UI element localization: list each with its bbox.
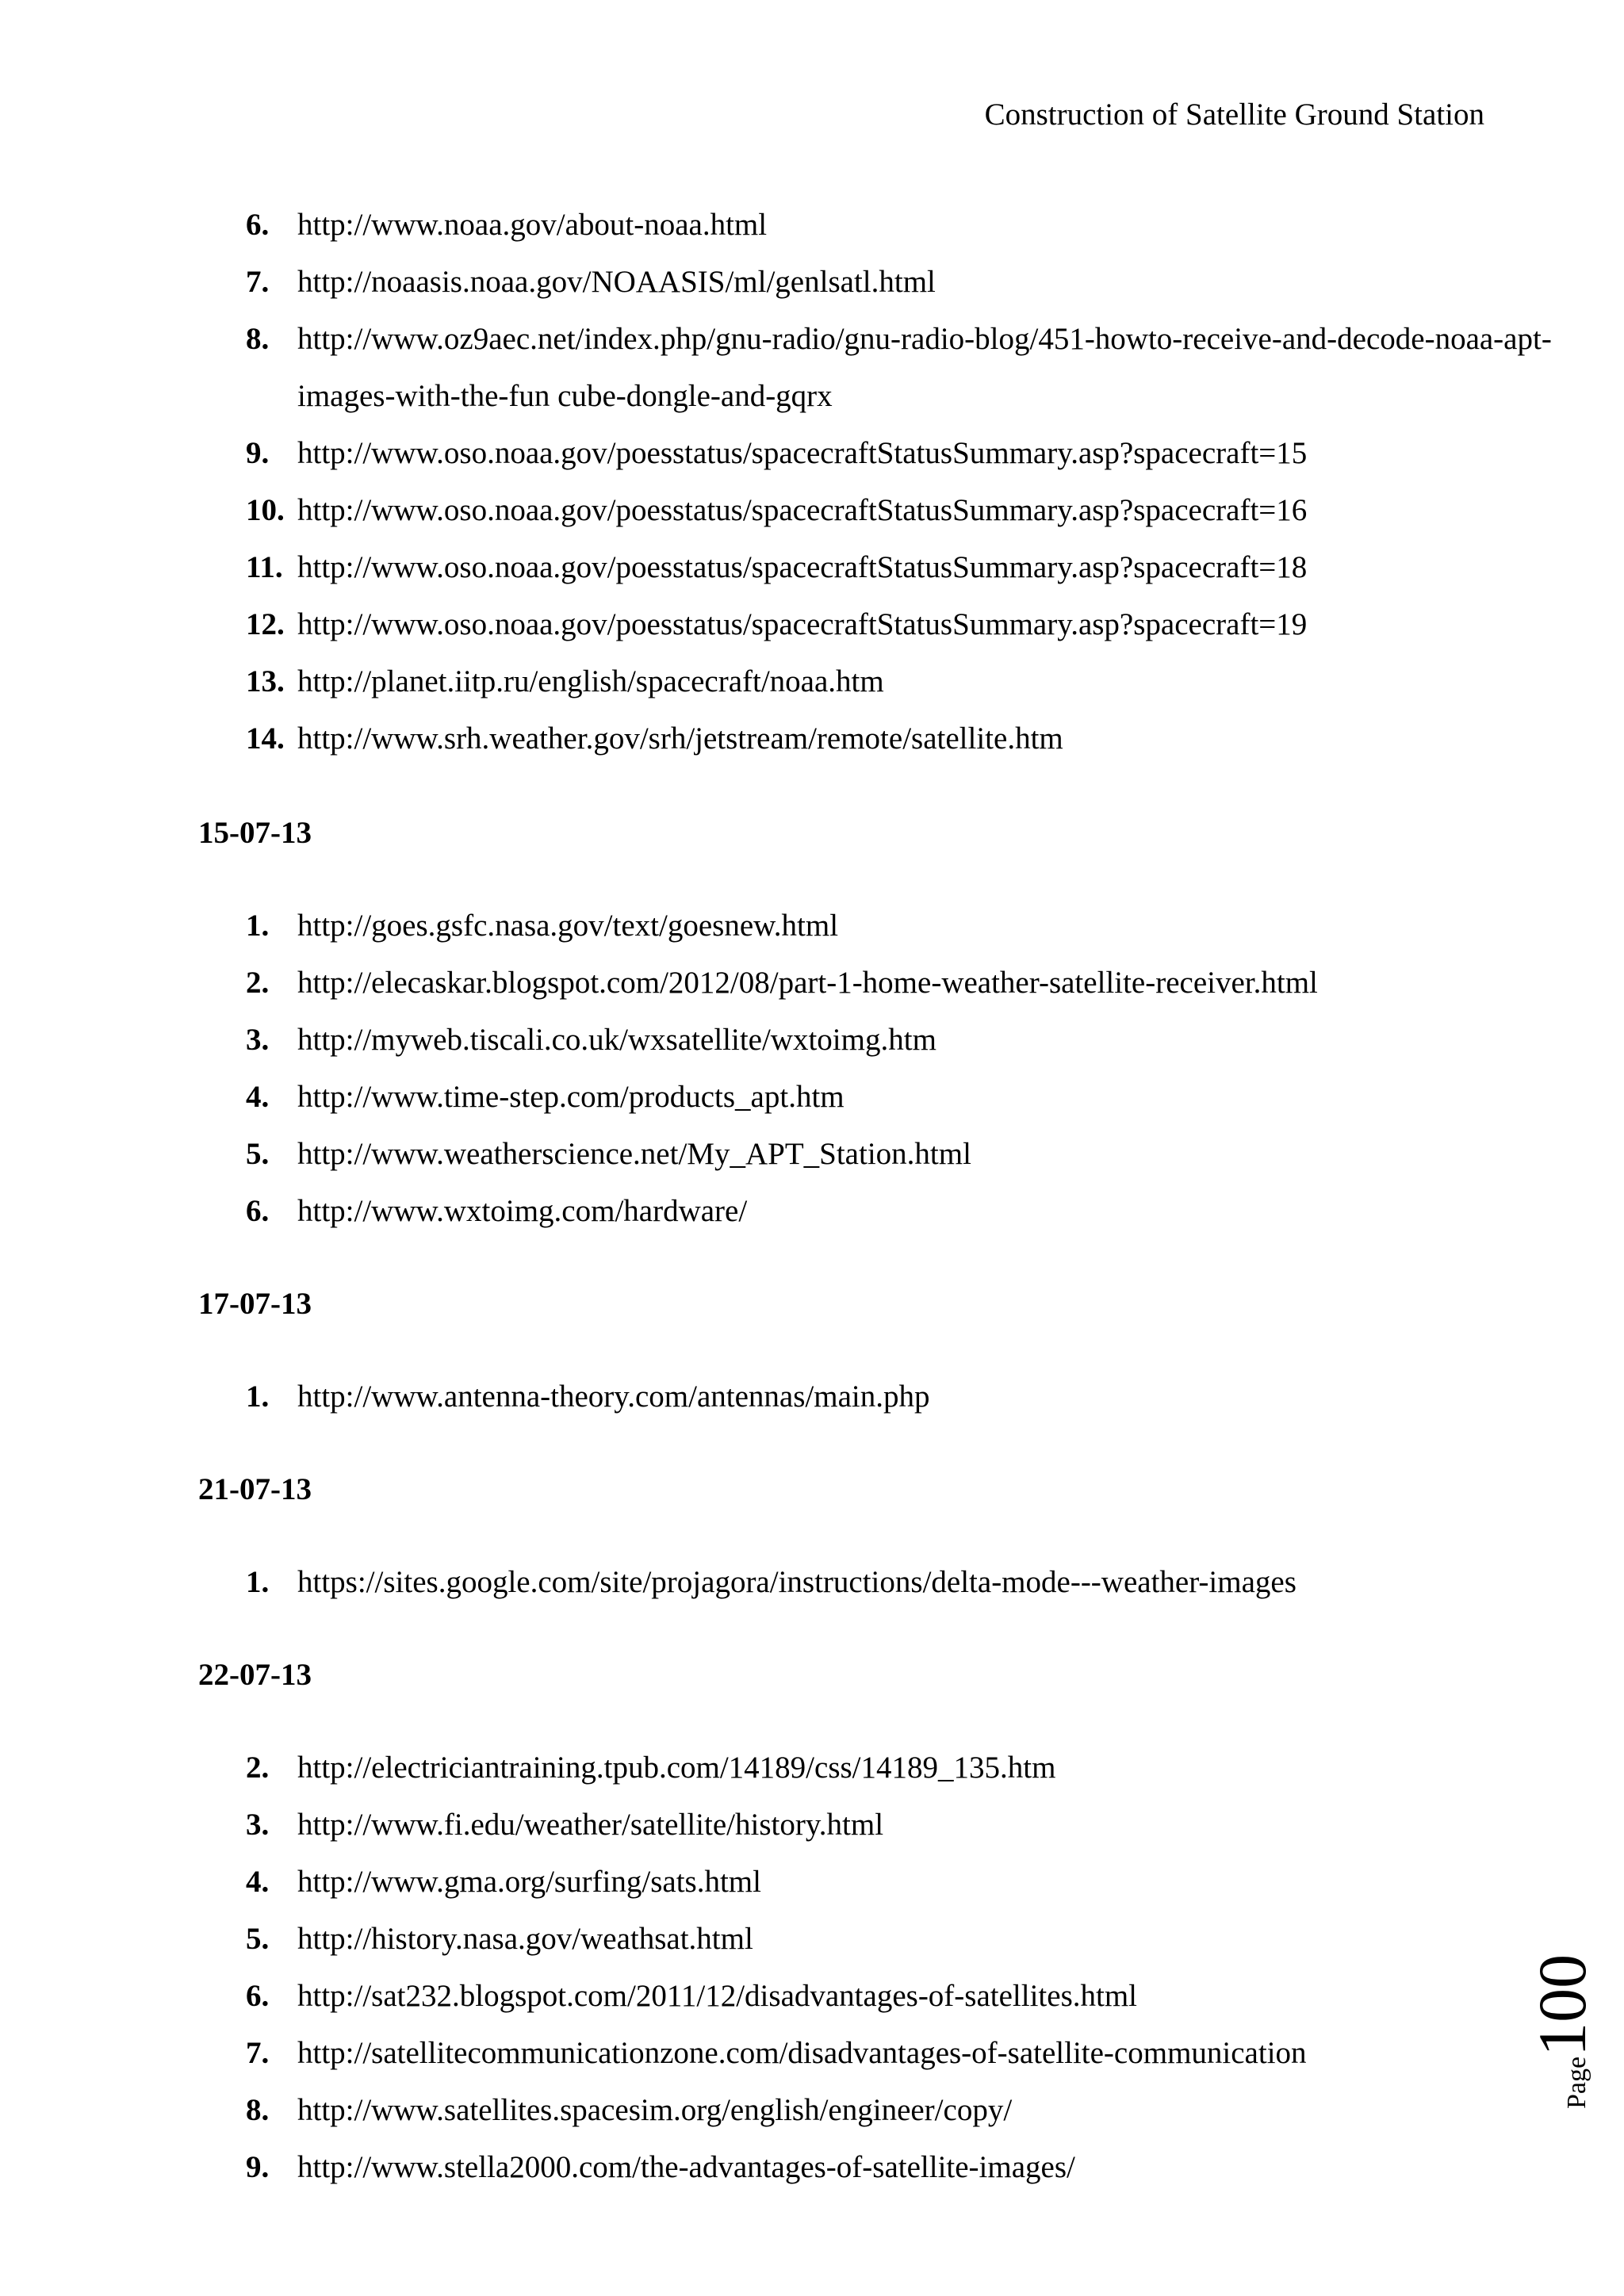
reference-link[interactable]: http://www.satellites.spacesim.org/english/engineer/copy/ (297, 2093, 1013, 2127)
item-number: 10. (246, 493, 285, 527)
item-number: 4. (246, 1865, 270, 1899)
item-number: 1. (246, 1380, 270, 1414)
item-number: 13. (246, 664, 285, 698)
reference-link[interactable]: http://satellitecommunicationzone.com/disadvantages-of-satellite-communication (297, 2036, 1307, 2070)
item-number: 8. (246, 322, 270, 356)
reference-link[interactable]: http://www.gma.org/surfing/sats.html (297, 1865, 761, 1899)
list-item (198, 311, 1614, 425)
page-number-value: 100 (1524, 1954, 1600, 2057)
date-heading: 17-07-13 (198, 1287, 312, 1321)
item-number: 9. (246, 436, 270, 470)
reference-link[interactable]: http://sat232.blogspot.com/2011/12/disadvantages-of-satellites.html (297, 1979, 1137, 2013)
list-item (198, 2139, 1483, 2196)
list-item (198, 2082, 1483, 2139)
list-item (198, 653, 1483, 710)
item-number: 4. (246, 1080, 270, 1114)
item-number: 5. (246, 1922, 270, 1956)
item-number: 14. (246, 721, 285, 756)
list-item (198, 1911, 1483, 1968)
reference-link[interactable]: http://www.oso.noaa.gov/poesstatus/spacecraftStatusSummary.asp?spacecraft=15 (297, 436, 1308, 470)
list-item (198, 2025, 1483, 2082)
date-heading: 22-07-13 (198, 1658, 312, 1692)
reference-link[interactable]: http://www.wxtoimg.com/hardware/ (297, 1194, 748, 1228)
reference-list-15-07-13 (198, 897, 1483, 1240)
item-number: 1. (246, 1565, 270, 1599)
reference-link[interactable]: http://planet.iitp.ru/english/spacecraft/noaa.htm (297, 664, 884, 698)
reference-link[interactable]: http://www.oso.noaa.gov/poesstatus/spacecraftStatusSummary.asp?spacecraft=16 (297, 493, 1308, 527)
item-number: 6. (246, 1979, 270, 2013)
list-item (198, 1968, 1483, 2025)
reference-content (198, 197, 1552, 2196)
reference-link[interactable]: http://www.oz9aec.net/index.php/gnu-radio/gnu-radio-blog/451-howto-receive-and-decode-noaa-apt-images-with-the-fun cube-dongle-and-gqrx (297, 322, 1552, 413)
list-item (198, 1368, 1483, 1425)
item-number: 6. (246, 1194, 270, 1228)
reference-list-17-07-13 (198, 1368, 1483, 1425)
page-number (1522, 1954, 1602, 2109)
reference-link[interactable]: http://www.fi.edu/weather/satellite/history.html (297, 1808, 884, 1842)
item-number: 3. (246, 1808, 270, 1842)
list-item (198, 1797, 1483, 1854)
list-item (198, 197, 1483, 254)
list-item (198, 254, 1483, 311)
date-heading: 21-07-13 (198, 1472, 312, 1506)
item-number: 12. (246, 607, 285, 641)
item-number: 2. (246, 1751, 270, 1785)
list-item (198, 1739, 1483, 1797)
list-item (198, 897, 1483, 955)
item-number: 7. (246, 2036, 270, 2070)
item-number: 2. (246, 966, 270, 1000)
reference-link[interactable]: http://history.nasa.gov/weathsat.html (297, 1922, 753, 1956)
list-item (198, 1126, 1483, 1183)
list-item (198, 1069, 1483, 1126)
reference-link[interactable]: http://www.weatherscience.net/My_APT_Station.html (297, 1137, 971, 1171)
reference-link[interactable]: http://electriciantraining.tpub.com/14189/css/14189_135.htm (297, 1751, 1056, 1785)
reference-link[interactable]: http://elecaskar.blogspot.com/2012/08/part-1-home-weather-satellite-receiver.html (297, 966, 1318, 1000)
list-item (198, 482, 1483, 539)
item-number: 1. (246, 909, 270, 943)
list-item (198, 539, 1483, 596)
item-number: 5. (246, 1137, 270, 1171)
reference-link[interactable]: https://sites.google.com/site/projagora/instructions/delta-mode---weather-images (297, 1565, 1297, 1599)
item-number: 11. (246, 550, 283, 584)
list-item (198, 425, 1483, 482)
reference-link[interactable]: http://www.time-step.com/products_apt.htm (297, 1080, 845, 1114)
item-number: 3. (246, 1023, 270, 1057)
reference-link[interactable]: http://www.oso.noaa.gov/poesstatus/spacecraftStatusSummary.asp?spacecraft=18 (297, 550, 1308, 584)
list-item (198, 1554, 1483, 1611)
item-number: 9. (246, 2150, 270, 2184)
list-item (198, 710, 1483, 767)
list-item (198, 1183, 1483, 1240)
item-number: 7. (246, 265, 270, 299)
list-item (198, 596, 1483, 653)
reference-list-22-07-13 (198, 1739, 1483, 2196)
item-number: 8. (246, 2093, 270, 2127)
reference-link[interactable]: http://myweb.tiscali.co.uk/wxsatellite/wxtoimg.htm (297, 1023, 936, 1057)
reference-list-continued (198, 197, 1552, 767)
list-item (198, 955, 1483, 1012)
reference-link[interactable]: http://www.noaa.gov/about-noaa.html (297, 208, 768, 242)
list-item (198, 1012, 1483, 1069)
page-label: Page (1562, 2056, 1591, 2109)
date-heading: 15-07-13 (198, 816, 312, 850)
reference-link[interactable]: http://www.oso.noaa.gov/poesstatus/spacecraftStatusSummary.asp?spacecraft=19 (297, 607, 1308, 641)
running-header: Construction of Satellite Ground Station (984, 98, 1484, 132)
list-item (198, 1854, 1483, 1911)
reference-link[interactable]: http://www.srh.weather.gov/srh/jetstream/remote/satellite.htm (297, 721, 1063, 756)
reference-link[interactable]: http://www.antenna-theory.com/antennas/main.php (297, 1380, 930, 1414)
reference-list-21-07-13 (198, 1554, 1483, 1611)
reference-link[interactable]: http://www.stella2000.com/the-advantages-of-satellite-images/ (297, 2150, 1075, 2184)
item-number: 6. (246, 208, 270, 242)
reference-link[interactable]: http://noaasis.noaa.gov/NOAASIS/ml/genlsatl.html (297, 265, 936, 299)
reference-link[interactable]: http://goes.gsfc.nasa.gov/text/goesnew.html (297, 909, 839, 943)
